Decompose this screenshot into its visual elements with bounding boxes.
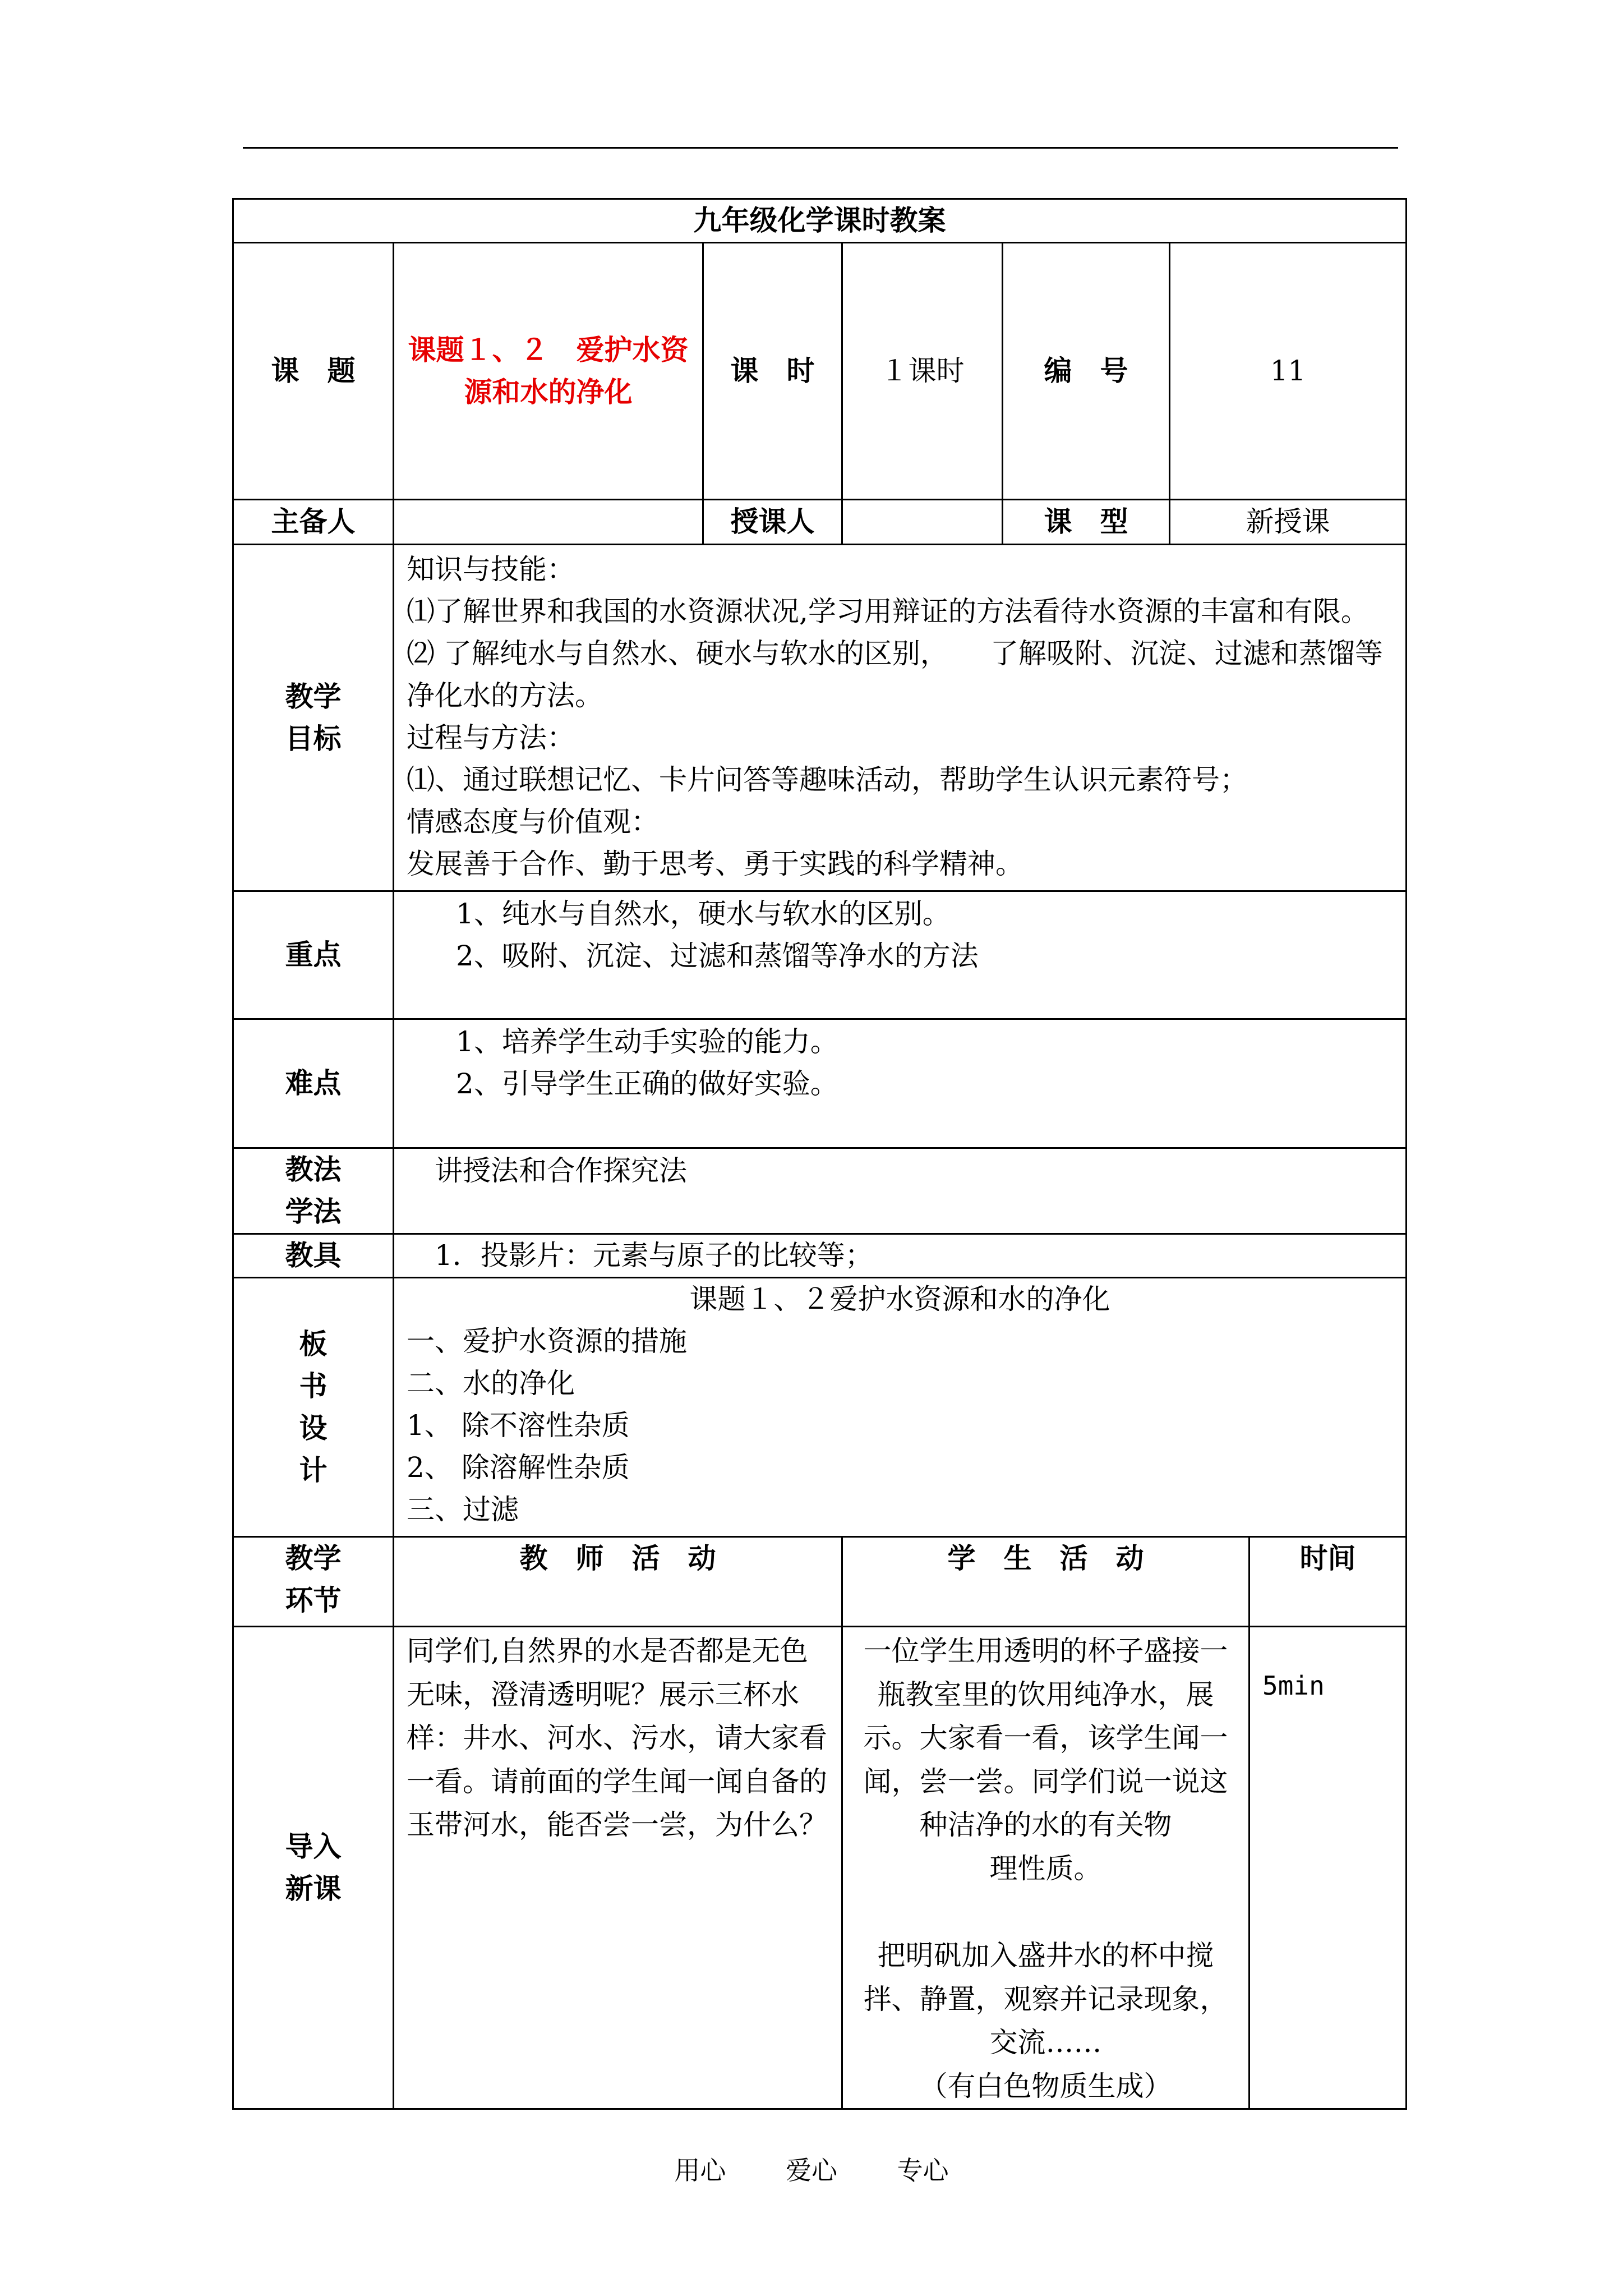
- lesson-plan-table: [232, 198, 1407, 2110]
- time-header: 时间: [1249, 1537, 1407, 1627]
- topic-value: 课题１、２ 爱护水资源和水的净化: [394, 243, 703, 500]
- teacher-activity: 同学们,自然界的水是否都是无色无味，澄清透明呢？展示三杯水样：井水、河水、污水，请大家看一看。请前面的学生闻一闻自备的玉带河水，能否尝一尝，为什么？: [394, 1627, 842, 2109]
- time-cell: 5min: [1249, 1627, 1407, 2109]
- methods-label: 教法 学法: [233, 1148, 394, 1234]
- stage-header: 教学 环节: [233, 1537, 394, 1627]
- difficulty-line: 1、培养学生动手实验的能力。: [456, 1025, 838, 1058]
- topic-label: 课 题: [233, 243, 394, 500]
- preparer-value: [394, 500, 703, 545]
- board-heading: 课题１、２爱护水资源和水的净化: [689, 1283, 1110, 1315]
- footer-text: 用心: [674, 2155, 726, 2185]
- key-points-label: 重点: [233, 891, 394, 1019]
- table-title: 九年级化学课时教案: [233, 199, 1407, 243]
- teacher-value: [842, 500, 1003, 545]
- objectives-label: 教学 目标: [233, 545, 394, 891]
- key-point-line: 1、纯水与自然水，硬水与软水的区别。: [456, 898, 951, 930]
- footer-text: 专心: [897, 2155, 949, 2185]
- preparer-label: 主备人: [233, 500, 394, 545]
- number-label: 编 号: [1003, 243, 1170, 500]
- period-value: １课时: [842, 243, 1003, 500]
- difficulties-label: 难点: [233, 1019, 394, 1148]
- teacher-label: 授课人: [703, 500, 842, 545]
- objective-line: ⑴、通过联想记忆、卡片问答等趣味活动，帮助学生认识元素符号；: [407, 763, 1248, 796]
- methods-content: 讲授法和合作探究法: [394, 1148, 1407, 1234]
- teacher-activity-header: 教 师 活 动: [394, 1537, 842, 1627]
- objective-line: 情感态度与价值观：: [407, 806, 659, 838]
- student-activity: 一位学生用透明的杯子盛接一瓶教室里的饮用纯净水，展示。大家看一看，该学生闻一闻，尝一尝。同学们说一说这种洁净的水的有关物 理性质。 把明矾加入盛井水的杯中搅拌、静置，观察并记录现象，交流…… （有白色物质生成）: [842, 1627, 1249, 2109]
- difficulty-line: 2、引导学生正确的做好实验。: [456, 1068, 838, 1100]
- board-line: 1、 除不溶性杂质: [407, 1409, 630, 1442]
- objective-line: ⑵ 了解纯水与自然水、硬水与软水的区别， 了解吸附、沉淀、过滤和蒸馏等净化水的方法。: [407, 637, 1383, 712]
- period-label: 课 时: [703, 243, 842, 500]
- objectives-content: [394, 545, 1407, 891]
- board-line: 一、爱护水资源的措施: [407, 1325, 687, 1358]
- number-value: 11: [1170, 243, 1407, 500]
- tools-label: 教具: [233, 1234, 394, 1278]
- type-value: 新授课: [1170, 500, 1407, 545]
- tools-content: 1．投影片：元素与原子的比较等；: [394, 1234, 1407, 1278]
- header-rule: [243, 147, 1398, 149]
- objective-line: ⑴了解世界和我国的水资源状况,学习用辩证的方法看待水资源的丰富和有限。: [407, 595, 1369, 628]
- type-label: 课 型: [1003, 500, 1170, 545]
- student-activity-header: 学 生 活 动: [842, 1537, 1249, 1627]
- objective-line: 发展善于合作、勤于思考、勇于实践的科学精神。: [407, 848, 1023, 880]
- difficulties-content: [394, 1019, 1407, 1148]
- board-label: 板 书 设 计: [233, 1278, 394, 1537]
- stage-cell: 导入 新课: [233, 1627, 394, 2109]
- board-content: [394, 1278, 1407, 1537]
- board-line: 二、水的净化: [407, 1367, 575, 1400]
- key-point-line: 2、吸附、沉淀、过滤和蒸馏等净水的方法: [456, 940, 979, 972]
- objective-line: 知识与技能：: [407, 553, 575, 586]
- board-line: 2、 除溶解性杂质: [407, 1451, 630, 1484]
- key-points-content: [394, 891, 1407, 1019]
- board-line: 三、过滤: [407, 1493, 519, 1526]
- objective-line: 过程与方法：: [407, 721, 575, 754]
- page-footer: [0, 2150, 1623, 2187]
- footer-text: 爱心: [786, 2155, 837, 2185]
